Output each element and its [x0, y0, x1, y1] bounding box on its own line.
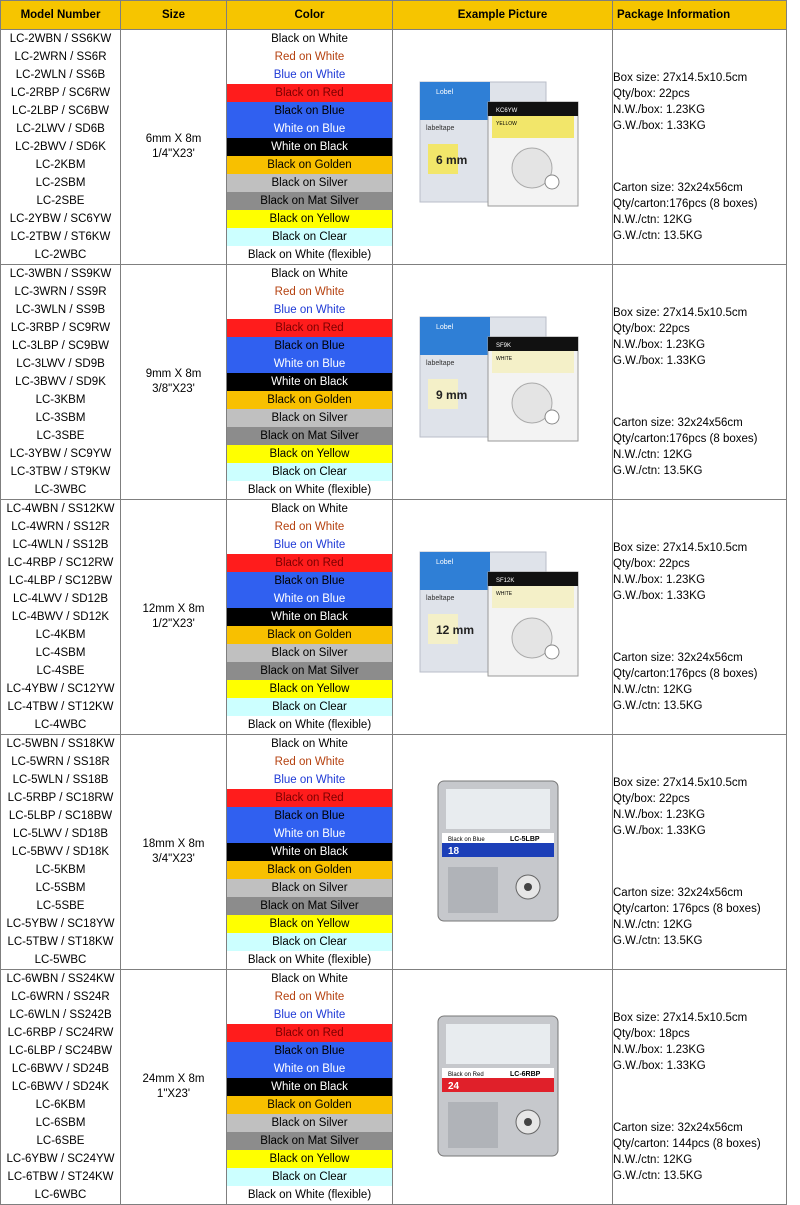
model-number: LC-3LBP / SC9BW [12, 340, 109, 352]
model-number: LC-5LWV / SD18B [12, 828, 108, 840]
cassette-hub [524, 1118, 532, 1126]
product-group-row [1, 735, 787, 970]
package-info-cell [613, 970, 787, 1205]
color-swatch: Red on White [227, 48, 392, 66]
label-tape-image [418, 1012, 588, 1162]
model-number: LC-2YBW / SC6YW [9, 213, 112, 225]
model-number-cell [1, 970, 121, 1205]
tape-width-text: 12 mm [435, 623, 474, 637]
tape-color-label: WHITE [495, 356, 512, 362]
model-number: LC-4WRN / SS12R [11, 521, 110, 533]
model-number: LC-6WBN / SS24KW [6, 973, 115, 985]
color-swatch: White on Blue [227, 355, 392, 373]
color-swatch: White on Black [227, 1078, 392, 1096]
size-cell [121, 265, 227, 500]
example-picture [393, 72, 612, 222]
size-imperial: 3/4"X23' [152, 853, 195, 865]
model-number: LC-5WBC [34, 954, 87, 966]
pkg-nw-box: N.W./box: 1.23KG [613, 809, 706, 821]
model-number: LC-6SBE [36, 1135, 85, 1147]
example-picture [393, 542, 612, 692]
model-number: LC-5KBM [35, 864, 86, 876]
color-swatch: Black on Clear [227, 1168, 392, 1186]
size-cell [121, 30, 227, 265]
model-number: LC-3TBW / ST9KW [10, 466, 111, 478]
pkg-nw-box: N.W./box: 1.23KG [613, 339, 706, 351]
pkg-nw-box: N.W./box: 1.23KG [613, 574, 706, 586]
model-number: LC-3BWV / SD9K [15, 376, 106, 388]
model-number: LC-4RBP / SC12RW [7, 557, 114, 569]
model-number: LC-4WBC [34, 719, 87, 731]
pkg-carton-size: Carton size: 32x24x56cm [613, 887, 743, 899]
color-swatch: Black on Red [227, 1024, 392, 1042]
color-swatch: White on Blue [227, 825, 392, 843]
pkg-gw-ctn: G.W./ctn: 13.5KG [613, 465, 703, 477]
pkg-qty-carton: Qty/carton: 176pcs (8 boxes) [613, 903, 761, 915]
color-swatch: Black on White (flexible) [227, 246, 392, 264]
cassette-code: LC-6RBP [509, 1071, 540, 1078]
size-length: 12mm X 8m [142, 603, 205, 615]
example-picture-cell [393, 735, 613, 970]
model-number-cell [1, 735, 121, 970]
spool-hub [545, 175, 559, 189]
pkg-nw-ctn: N.W./ctn: 12KG [613, 919, 693, 931]
box-info [613, 265, 786, 369]
color-cell [227, 30, 393, 265]
model-number: LC-6BWV / SD24K [11, 1081, 110, 1093]
cassette-code: LC-5LBP [509, 836, 540, 843]
model-number: LC-3WLN / SS9B [15, 304, 106, 316]
product-group-row [1, 970, 787, 1205]
color-swatch: Black on White [227, 265, 392, 283]
pkg-qty-box: Qty/box: 22pcs [613, 558, 690, 570]
model-number: LC-3WBN / SS9KW [9, 268, 112, 280]
model-number: LC-5SBE [36, 900, 85, 912]
size-cell [121, 500, 227, 735]
color-swatch: White on Black [227, 138, 392, 156]
carton-info [613, 369, 786, 479]
label-tape-image [418, 72, 588, 222]
cassette-window [446, 1024, 550, 1064]
color-cell [227, 735, 393, 970]
pkg-gw-ctn: G.W./ctn: 13.5KG [613, 700, 703, 712]
pkg-box-size: Box size: 27x14.5x10.5cm [613, 777, 748, 789]
color-swatch: Black on White (flexible) [227, 951, 392, 969]
model-number: LC-4TBW / ST12KW [7, 701, 114, 713]
color-swatch: Red on White [227, 518, 392, 536]
pkg-gw-box: G.W./box: 1.33KG [613, 120, 706, 132]
model-number: LC-6WRN / SS24R [11, 991, 110, 1003]
band-text: Black on Red [447, 1072, 484, 1078]
model-number: LC-6YBW / SC24YW [6, 1153, 115, 1165]
box-blue-panel [420, 82, 490, 120]
model-number: LC-6WLN / SS242B [9, 1009, 112, 1021]
model-number: LC-4KBM [35, 629, 86, 641]
carton-info [613, 1074, 786, 1184]
color-swatch: Black on Red [227, 319, 392, 337]
size-length: 24mm X 8m [142, 1073, 205, 1085]
color-swatch: Blue on White [227, 1006, 392, 1024]
size-length: 18mm X 8m [142, 838, 205, 850]
size-length: 6mm X 8m [145, 133, 202, 145]
model-number: LC-2LBP / SC6BW [12, 105, 109, 117]
color-swatch: Black on Mat Silver [227, 897, 392, 915]
model-number: LC-3RBP / SC9RW [10, 322, 111, 334]
pkg-carton-size: Carton size: 32x24x56cm [613, 182, 743, 194]
label-tape-image [418, 777, 588, 927]
brand-logo: Lobel [435, 89, 453, 96]
pkg-gw-box: G.W./box: 1.33KG [613, 590, 706, 602]
size-imperial: 1"X23' [156, 1088, 191, 1100]
model-number: LC-5TBW / ST18KW [7, 936, 114, 948]
cassette-cutout [448, 1102, 498, 1148]
model-number: LC-2WRN / SS6R [14, 51, 107, 63]
brand-logo: Lobel [435, 324, 453, 331]
tape-code: SF12K [495, 578, 514, 584]
model-number: LC-2SBE [36, 195, 85, 207]
product-group-row [1, 30, 787, 265]
model-number: LC-4WBN / SS12KW [6, 503, 115, 515]
box-info [613, 735, 786, 839]
color-swatch: Black on Golden [227, 626, 392, 644]
color-swatch: Blue on White [227, 66, 392, 84]
pkg-nw-box: N.W./box: 1.23KG [613, 104, 706, 116]
spool-hub [545, 645, 559, 659]
model-number: LC-6LBP / SC24BW [8, 1045, 113, 1057]
model-number: LC-2RBP / SC6RW [10, 87, 111, 99]
color-swatch: Black on White [227, 735, 392, 753]
pkg-carton-size: Carton size: 32x24x56cm [613, 417, 743, 429]
model-number: LC-4LWV / SD12B [12, 593, 108, 605]
color-swatch: Black on Blue [227, 337, 392, 355]
pkg-qty-box: Qty/box: 22pcs [613, 323, 690, 335]
model-number: LC-2SBM [35, 177, 86, 189]
color-swatch: Black on Golden [227, 391, 392, 409]
color-swatch: Black on White [227, 500, 392, 518]
carton-info [613, 839, 786, 949]
product-group-row [1, 265, 787, 500]
tape-code: KC6YW [495, 108, 517, 114]
cassette-cutout [448, 867, 498, 913]
size-imperial: 1/4"X23' [152, 148, 195, 160]
tape-color-label: WHITE [495, 591, 512, 597]
example-picture-cell [393, 500, 613, 735]
tape-label-band [492, 116, 574, 138]
model-number: LC-2BWV / SD6K [15, 141, 106, 153]
color-swatch: Black on Golden [227, 1096, 392, 1114]
model-number: LC-3SBE [36, 430, 85, 442]
pkg-nw-ctn: N.W./ctn: 12KG [613, 449, 693, 461]
model-number: LC-2LWV / SD6B [16, 123, 105, 135]
color-swatch: White on Black [227, 608, 392, 626]
model-number: LC-2KBM [35, 159, 86, 171]
size-length: 9mm X 8m [145, 368, 202, 380]
color-cell [227, 265, 393, 500]
label-tape-image [418, 307, 588, 457]
color-swatch: Blue on White [227, 536, 392, 554]
model-number: LC-3WBC [34, 484, 87, 496]
model-number: LC-4YBW / SC12YW [6, 683, 115, 695]
tape-color-label: YELLOW [495, 121, 517, 127]
pkg-box-size: Box size: 27x14.5x10.5cm [613, 542, 748, 554]
tape-label-band [492, 586, 574, 608]
size-cell [121, 970, 227, 1205]
color-swatch: Black on Yellow [227, 915, 392, 933]
color-swatch: Black on Red [227, 84, 392, 102]
color-swatch: Black on White [227, 970, 392, 988]
pkg-nw-box: N.W./box: 1.23KG [613, 1044, 706, 1056]
example-picture [393, 1012, 612, 1162]
size-cell [121, 735, 227, 970]
color-swatch: White on Blue [227, 1060, 392, 1078]
model-number: LC-6BWV / SD24B [11, 1063, 110, 1075]
box-info [613, 500, 786, 604]
product-name: labeltape [425, 125, 454, 132]
color-cell [227, 500, 393, 735]
color-swatch: Blue on White [227, 771, 392, 789]
size-imperial: 3/8"X23' [152, 383, 195, 395]
color-swatch: Black on Blue [227, 102, 392, 120]
model-number: LC-3KBM [35, 394, 86, 406]
color-swatch: Red on White [227, 988, 392, 1006]
example-picture [393, 777, 612, 927]
color-swatch: Black on Yellow [227, 680, 392, 698]
pkg-box-size: Box size: 27x14.5x10.5cm [613, 1012, 748, 1024]
color-swatch: Black on Clear [227, 698, 392, 716]
pkg-qty-carton: Qty/carton:176pcs (8 boxes) [613, 433, 758, 445]
spool-hub [545, 410, 559, 424]
model-number: LC-5YBW / SC18YW [6, 918, 115, 930]
header-color: Color [227, 1, 393, 30]
color-swatch: Black on Golden [227, 861, 392, 879]
color-swatch: Black on Silver [227, 644, 392, 662]
color-swatch: Black on Blue [227, 1042, 392, 1060]
color-swatch: Black on Mat Silver [227, 192, 392, 210]
carton-info [613, 604, 786, 714]
color-swatch: Black on Red [227, 554, 392, 572]
pkg-nw-ctn: N.W./ctn: 12KG [613, 1154, 693, 1166]
tape-code: SF9K [495, 343, 511, 349]
package-info-cell [613, 265, 787, 500]
color-swatch: Red on White [227, 753, 392, 771]
color-swatch: Black on Silver [227, 409, 392, 427]
color-swatch: Black on White (flexible) [227, 1186, 392, 1204]
model-number: LC-6SBM [35, 1117, 86, 1129]
tape-label-band [492, 351, 574, 373]
tape-width-text: 6 mm [435, 153, 467, 167]
cassette-hub [524, 883, 532, 891]
tape-width-text: 9 mm [435, 388, 467, 402]
label-tape-image [418, 542, 588, 692]
color-swatch: White on Blue [227, 120, 392, 138]
model-number-cell [1, 500, 121, 735]
header-example-picture: Example Picture [393, 1, 613, 30]
color-swatch: Black on Clear [227, 933, 392, 951]
color-swatch: Black on Clear [227, 228, 392, 246]
product-name: labeltape [425, 360, 454, 367]
example-picture-cell [393, 970, 613, 1205]
header-model-number: Model Number [1, 1, 121, 30]
color-swatch: Black on Golden [227, 156, 392, 174]
model-number-cell [1, 30, 121, 265]
model-number-cell [1, 265, 121, 500]
model-number: LC-2TBW / ST6KW [10, 231, 111, 243]
color-swatch: Red on White [227, 283, 392, 301]
model-number: LC-3WRN / SS9R [14, 286, 107, 298]
model-number: LC-5WBN / SS18KW [6, 738, 115, 750]
pkg-gw-box: G.W./box: 1.33KG [613, 825, 706, 837]
model-number: LC-6KBM [35, 1099, 86, 1111]
color-swatch: White on Black [227, 373, 392, 391]
color-swatch: Black on Blue [227, 572, 392, 590]
pkg-gw-box: G.W./box: 1.33KG [613, 355, 706, 367]
model-number: LC-5WRN / SS18R [11, 756, 110, 768]
cassette-width-text: 18 [447, 846, 459, 857]
product-group-row [1, 500, 787, 735]
brand-logo: Lobel [435, 559, 453, 566]
example-picture-cell [393, 30, 613, 265]
package-info-cell [613, 30, 787, 265]
pkg-box-size: Box size: 27x14.5x10.5cm [613, 72, 748, 84]
model-number: LC-3SBM [35, 412, 86, 424]
model-number: LC-5WLN / SS18B [12, 774, 109, 786]
model-number: LC-5LBP / SC18BW [8, 810, 113, 822]
color-swatch: Black on White (flexible) [227, 481, 392, 499]
pkg-qty-box: Qty/box: 18pcs [613, 1028, 690, 1040]
color-swatch: Black on Silver [227, 1114, 392, 1132]
box-info [613, 970, 786, 1074]
cassette-window [446, 789, 550, 829]
pkg-gw-ctn: G.W./ctn: 13.5KG [613, 1170, 703, 1182]
header-row [1, 1, 787, 30]
color-swatch: Black on Red [227, 789, 392, 807]
color-swatch: Black on Clear [227, 463, 392, 481]
pkg-box-size: Box size: 27x14.5x10.5cm [613, 307, 748, 319]
model-number: LC-4BWV / SD12K [11, 611, 110, 623]
pkg-nw-ctn: N.W./ctn: 12KG [613, 684, 693, 696]
model-number: LC-6TBW / ST24KW [7, 1171, 114, 1183]
pkg-qty-carton: Qty/carton: 144pcs (8 boxes) [613, 1138, 761, 1150]
band-text: Black on Blue [447, 837, 485, 843]
box-blue-panel [420, 552, 490, 590]
model-number: LC-5RBP / SC18RW [7, 792, 114, 804]
model-number: LC-6WBC [34, 1189, 87, 1201]
color-swatch: White on Blue [227, 590, 392, 608]
model-number: LC-4LBP / SC12BW [8, 575, 113, 587]
color-swatch: Black on Mat Silver [227, 1132, 392, 1150]
size-imperial: 1/2"X23' [152, 618, 195, 630]
color-swatch: Black on Mat Silver [227, 662, 392, 680]
model-number: LC-4WLN / SS12B [12, 539, 109, 551]
model-number: LC-2WLN / SS6B [15, 69, 106, 81]
color-swatch: Black on White (flexible) [227, 716, 392, 734]
model-number: LC-5SBM [35, 882, 86, 894]
pkg-carton-size: Carton size: 32x24x56cm [613, 652, 743, 664]
color-swatch: Blue on White [227, 301, 392, 319]
model-number: LC-2WBC [34, 249, 87, 261]
model-number: LC-2WBN / SS6KW [9, 33, 112, 45]
color-swatch: Black on Mat Silver [227, 427, 392, 445]
example-picture [393, 307, 612, 457]
color-swatch: Black on Silver [227, 879, 392, 897]
model-number: LC-5BWV / SD18K [11, 846, 110, 858]
model-number: LC-4SBM [35, 647, 86, 659]
color-swatch: Black on Yellow [227, 445, 392, 463]
model-number: LC-3LWV / SD9B [16, 358, 105, 370]
box-info [613, 30, 786, 134]
header-size: Size [121, 1, 227, 30]
pkg-gw-ctn: G.W./ctn: 13.5KG [613, 230, 703, 242]
color-swatch: Black on Silver [227, 174, 392, 192]
model-number: LC-3YBW / SC9YW [9, 448, 112, 460]
color-swatch: Black on Yellow [227, 1150, 392, 1168]
model-number: LC-6RBP / SC24RW [7, 1027, 114, 1039]
pkg-qty-carton: Qty/carton:176pcs (8 boxes) [613, 668, 758, 680]
color-swatch: Black on White [227, 30, 392, 48]
cassette-width-text: 24 [447, 1081, 459, 1092]
pkg-qty-carton: Qty/carton:176pcs (8 boxes) [613, 198, 758, 210]
color-cell [227, 970, 393, 1205]
carton-info [613, 134, 786, 244]
pkg-qty-box: Qty/box: 22pcs [613, 793, 690, 805]
box-blue-panel [420, 317, 490, 355]
pkg-nw-ctn: N.W./ctn: 12KG [613, 214, 693, 226]
pkg-qty-box: Qty/box: 22pcs [613, 88, 690, 100]
pkg-gw-ctn: G.W./ctn: 13.5KG [613, 935, 703, 947]
package-info-cell [613, 735, 787, 970]
pkg-gw-box: G.W./box: 1.33KG [613, 1060, 706, 1072]
example-picture-cell [393, 265, 613, 500]
color-swatch: Black on Blue [227, 807, 392, 825]
pkg-carton-size: Carton size: 32x24x56cm [613, 1122, 743, 1134]
package-info-cell [613, 500, 787, 735]
header-package-information: Package Information [613, 1, 787, 30]
color-swatch: White on Black [227, 843, 392, 861]
model-number: LC-4SBE [36, 665, 85, 677]
product-name: labeltape [425, 595, 454, 602]
color-swatch: Black on Yellow [227, 210, 392, 228]
